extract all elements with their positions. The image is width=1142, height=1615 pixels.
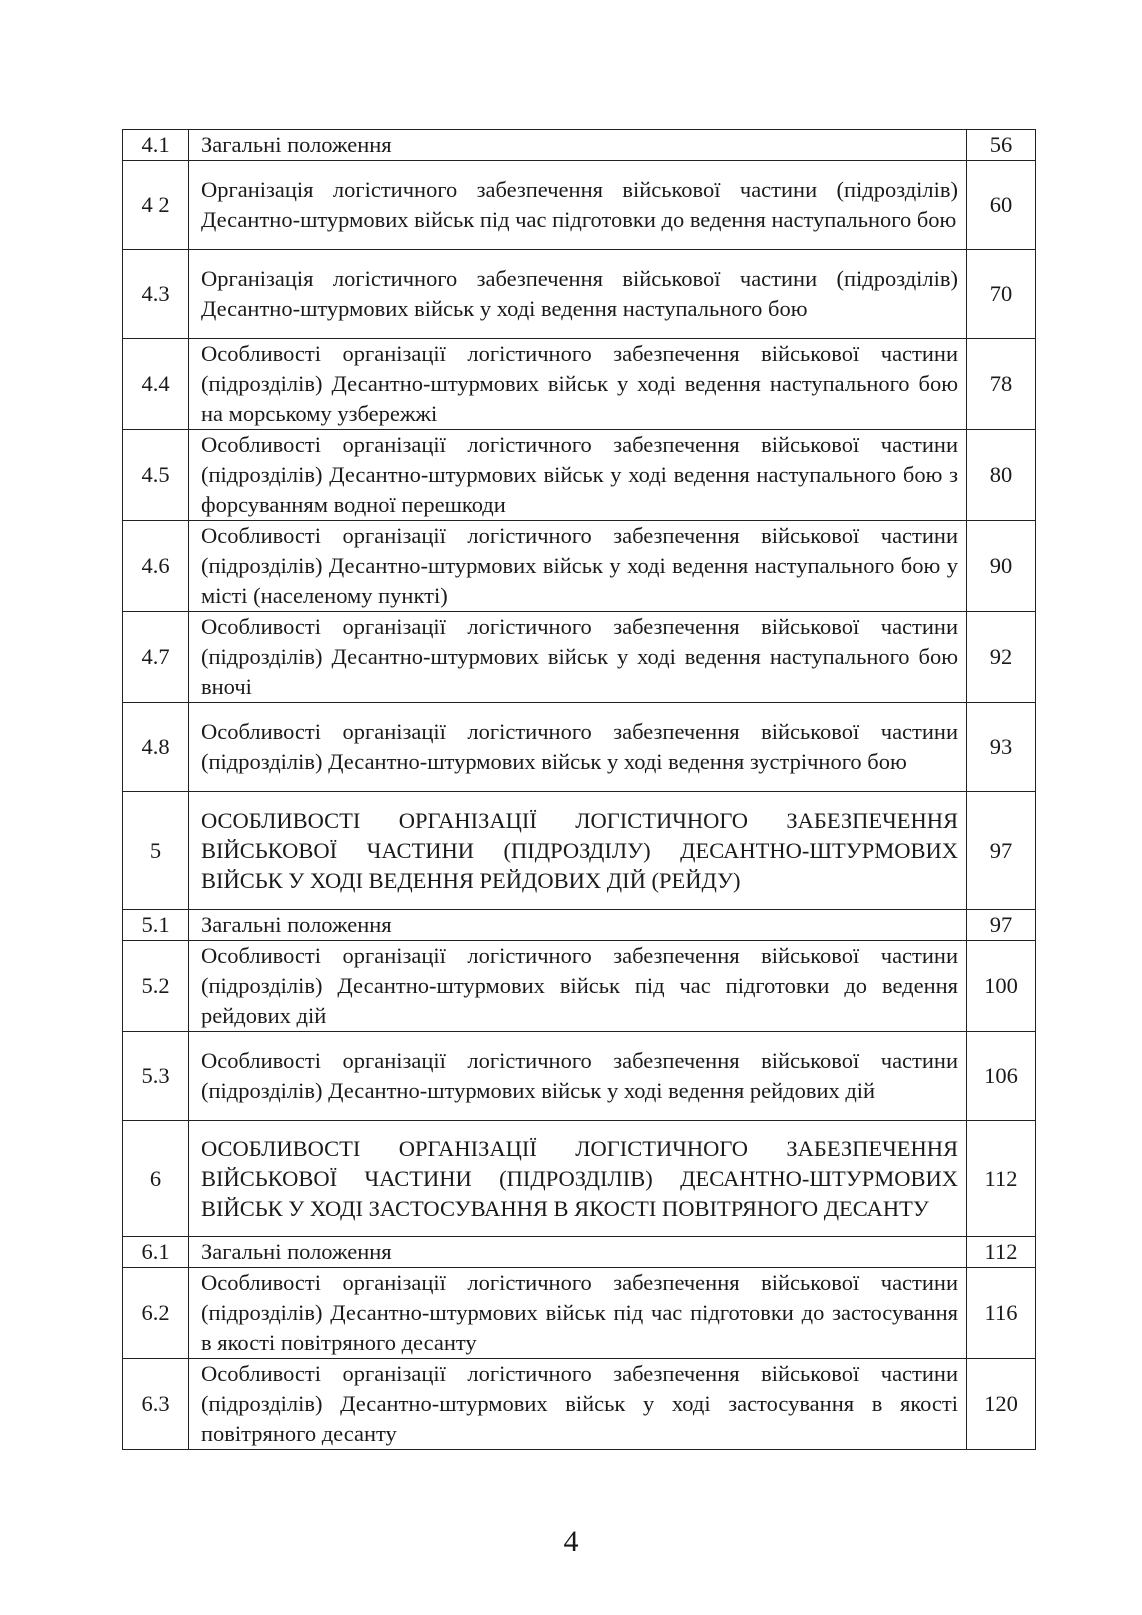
section-title: Загальні положення [189, 910, 967, 941]
toc-row [123, 130, 1036, 161]
toc-row [123, 792, 1036, 910]
section-title: ОСОБЛИВОСТІ ОРГАНІЗАЦІЇ ЛОГІСТИЧНОГО ЗАБЕЗПЕЧЕННЯ ВІЙСЬКОВОЇ ЧАСТИНИ (ПІДРОЗДІЛУ) ДЕСАНТНО-ШТУРМОВИХ ВІЙСЬК У ХОДІ ВЕДЕННЯ РЕЙДОВИХ ДІЙ (РЕЙДУ) [189, 792, 967, 910]
section-number: 4.6 [123, 521, 189, 612]
toc-row [123, 1121, 1036, 1237]
section-title: Особливості організації логістичного забезпечення військової частини (підрозділів) Десантно-штурмових військ у ході ведення рейдових дій [189, 1032, 967, 1121]
table-of-contents [122, 129, 1036, 1450]
section-title: Особливості організації логістичного забезпечення військової частини (підрозділів) Десантно-штурмових військ у ході застосування в якості повітряного десанту [189, 1359, 967, 1450]
section-title: ОСОБЛИВОСТІ ОРГАНІЗАЦІЇ ЛОГІСТИЧНОГО ЗАБЕЗПЕЧЕННЯ ВІЙСЬКОВОЇ ЧАСТИНИ (ПІДРОЗДІЛІВ) ДЕСАНТНО-ШТУРМОВИХ ВІЙСЬК У ХОДІ ЗАСТОСУВАННЯ В ЯКОСТІ ПОВІТРЯНОГО ДЕСАНТУ [189, 1121, 967, 1237]
section-title: Особливості організації логістичного забезпечення військової частини (підрозділів) Десантно-штурмових військ у ході ведення зустрічного бою [189, 703, 967, 792]
toc-row [123, 1359, 1036, 1450]
section-number: 5.2 [123, 941, 189, 1032]
toc-row [123, 1237, 1036, 1268]
section-title: Особливості організації логістичного забезпечення військової частини (підрозділів) Десантно-штурмових військ у ході ведення наступального бою вночі [189, 612, 967, 703]
toc-row [123, 1032, 1036, 1121]
toc-row [123, 703, 1036, 792]
section-number: 4.7 [123, 612, 189, 703]
section-title: Особливості організації логістичного забезпечення військової частини (підрозділів) Десантно-штурмових військ під час підготовки до ведення рейдових дій [189, 941, 967, 1032]
toc-body [123, 130, 1036, 1450]
toc-row [123, 521, 1036, 612]
section-number: 6.2 [123, 1268, 189, 1359]
section-number: 6.3 [123, 1359, 189, 1450]
toc-row [123, 339, 1036, 430]
section-page: 80 [967, 430, 1036, 521]
section-page: 106 [967, 1032, 1036, 1121]
section-number: 6.1 [123, 1237, 189, 1268]
section-title: Особливості організації логістичного забезпечення військової частини (підрозділів) Десантно-штурмових військ у ході ведення наступального бою з форсуванням водної перешкоди [189, 430, 967, 521]
section-number: 5.3 [123, 1032, 189, 1121]
section-number: 6 [123, 1121, 189, 1237]
section-title: Загальні положення [189, 1237, 967, 1268]
section-page: 116 [967, 1268, 1036, 1359]
section-number: 4 2 [123, 161, 189, 250]
section-number: 4.1 [123, 130, 189, 161]
section-page: 90 [967, 521, 1036, 612]
section-page: 60 [967, 161, 1036, 250]
section-title: Загальні положення [189, 130, 967, 161]
section-number: 5 [123, 792, 189, 910]
section-page: 97 [967, 910, 1036, 941]
section-page: 92 [967, 612, 1036, 703]
section-number: 4.3 [123, 250, 189, 339]
toc-row [123, 910, 1036, 941]
section-page: 120 [967, 1359, 1036, 1450]
section-page: 56 [967, 130, 1036, 161]
section-title: Особливості організації логістичного забезпечення військової частини (підрозділів) Десантно-штурмових військ під час підготовки до застосування в якості повітряного десанту [189, 1268, 967, 1359]
section-page: 93 [967, 703, 1036, 792]
toc-row [123, 250, 1036, 339]
toc-row [123, 161, 1036, 250]
section-title: Особливості організації логістичного забезпечення військової частини (підрозділів) Десантно-штурмових військ у ході ведення наступального бою у місті (населеному пункті) [189, 521, 967, 612]
section-number: 4.5 [123, 430, 189, 521]
toc-row [123, 612, 1036, 703]
section-title: Організація логістичного забезпечення військової частини (підрозділів) Десантно-штурмових військ під час підготовки до ведення наступального бою [189, 161, 967, 250]
section-number: 4.4 [123, 339, 189, 430]
section-number: 5.1 [123, 910, 189, 941]
section-page: 70 [967, 250, 1036, 339]
section-page: 78 [967, 339, 1036, 430]
section-page: 112 [967, 1237, 1036, 1268]
page-number: 4 [563, 1525, 579, 1558]
toc-row [123, 1268, 1036, 1359]
section-page: 97 [967, 792, 1036, 910]
toc-row [123, 430, 1036, 521]
section-number: 4.8 [123, 703, 189, 792]
toc-row [123, 941, 1036, 1032]
section-page: 112 [967, 1121, 1036, 1237]
section-title: Особливості організації логістичного забезпечення військової частини (підрозділів) Десантно-штурмових військ у ході ведення наступального бою на морському узбережжі [189, 339, 967, 430]
section-page: 100 [967, 941, 1036, 1032]
section-title: Організація логістичного забезпечення військової частини (підрозділів) Десантно-штурмових військ у ході ведення наступального бою [189, 250, 967, 339]
